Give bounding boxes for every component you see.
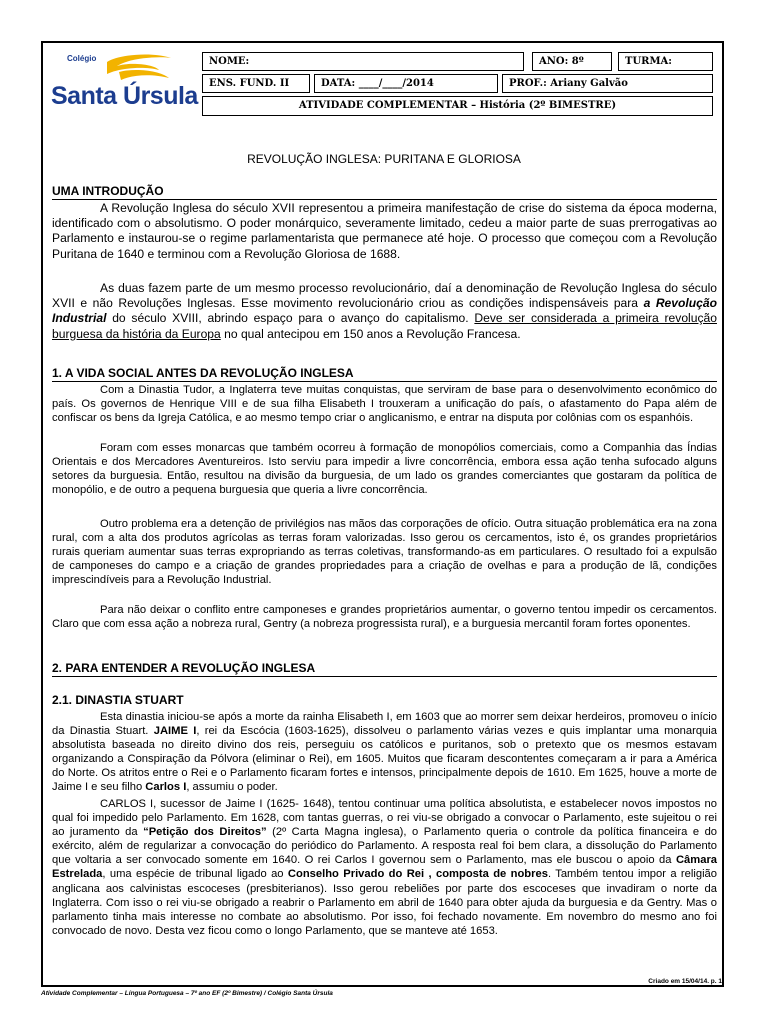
turma-field[interactable]: TURMA: [618, 52, 713, 71]
section-1-paragraph-4: Para não deixar o conflito entre camponeses e grandes proprietários aumentar, o governo tentou impedir os cercamentos. Claro que com essa ação a nobreza rural, Gentry (a nobreza progressista rural), e a burguesia mercantil foram fortes oponentes. [52, 604, 717, 631]
ens-field: ENS. FUND. II [202, 74, 310, 93]
document-title: REVOLUÇÃO INGLESA: PURITANA E GLORIOSA [247, 152, 521, 166]
section-1-paragraph-3: Outro problema era a detenção de privilégios nas mãos das corporações de ofício. Outra situação problemática era na zona rural, com a alta dos produtos agrícolas as terras foram valorizadas. Isso gerou os cercamentos, isto é, os grandes proprietários rurais queriam aumentar suas terras expropriando as terras coletivas, transformando-as em particulares. O resultado foi a expulsão de camponeses do campo e a criação de grandes propriedades para a criação de ovelhas e para a produção de lã, condições imprescindíveis para a Revolução Industrial. [52, 518, 717, 587]
ano-field: ANO: 8º [532, 52, 612, 71]
logo-top-text: Colégio [67, 54, 97, 63]
footer-text: Atividade Complementar – Língua Portuguesa – 7º ano EF (2º Bimestre) / Colégio Santa Úrsula [41, 990, 333, 997]
section-1-paragraph-2: Foram com esses monarcas que também ocorreu à formação de monopólios comerciais, como a Companhia das Índias Orientais e dos Mercadores Aventureiros. Isto serviu para impedir a livre concorrência, embora essa ação tenha sufocado alguns setores da burguesia. Então, resultou na divisão da burguesia, de um lado os grandes comerciantes que gostaram da política de monopólio, e de outro a pequena burguesia que queria a livre concorrência. [52, 442, 717, 497]
section-1-heading: 1. A VIDA SOCIAL ANTES DA REVOLUÇÃO INGLESA [52, 366, 717, 382]
activity-title: ATIVIDADE COMPLEMENTAR – História (2º BIMESTRE) [202, 96, 713, 116]
intro-heading: UMA INTRODUÇÃO [52, 184, 717, 200]
section-2-1-paragraph-1: Esta dinastia iniciou-se após a morte da rainha Elisabeth I, em 1603 que ao morrer sem deixar herdeiros, promoveu o início da Dinastia Stuart. JAIME I, rei da Escócia (1603-1625), dissolveu o parlamento várias vezes e quis implantar uma monarquia absolutista baseada no direito divino dos reis, perseguiu os católicos e puritanos, sob o pretexto que os mesmos estavam organizando a Conspiração da Pólvora (eliminar o Rei), em 1605. Muitos que ficaram descontentes começaram a ir para a América do Norte. Os atritos entre o Rei e o Parlamento ficaram fortes e intensos, principalmente depois de 1610. Em 1625, houve a morte de Jaime I e seu filho Carlos I, assumiu o poder. [52, 711, 717, 794]
nome-field[interactable]: NOME: [202, 52, 524, 71]
school-logo [49, 52, 199, 118]
prof-field: PROF.: Ariany Galvão [502, 74, 713, 93]
data-field[interactable]: DATA: ____/____/2014 [314, 74, 498, 93]
intro-paragraph-1: A Revolução Inglesa do século XVII representou a primeira manifestação de crise do sistema da época moderna, identificado com o absolutismo. O poder monárquico, severamente limitado, cedeu a maior parte de suas prerrogativas ao Parlamento e instaurou-se o regime parlamentarista que permanece até hoje. O processo que começou com a Revolução Puritana de 1640 e terminou com a Revolução Gloriosa de 1688. [52, 201, 717, 261]
logo-name-text: Santa Úrsula [51, 82, 198, 110]
logo-swoosh-icon [99, 52, 179, 86]
creation-date: Criado em 15/04/14. p. 1 [648, 978, 722, 985]
section-2-1-paragraph-2: CARLOS I, sucessor de Jaime I (1625- 1648), tentou continuar uma política absolutista, e estabelecer novos impostos no qual foi impedido pelo Parlamento. Em 1628, com tantas guerras, o rei viu-se obrigado a convocar o Parlamento, este sujeitou o rei ao juramento da “Petição dos Direitos” (2º Carta Magna inglesa), o Parlamento queria o controle da política financeira e do exército, além de regularizar a convocação do periódico do Parlamento. A resposta real foi bem clara, a dissolução do Parlamento que voltaria a ser convocado somente em 1640. O rei Carlos I governou sem o Parlamento, mas ele buscou o apoio da Câmara Estrelada, uma espécie de tribunal ligado ao Conselho Privado do Rei , composta de nobres. Também tentou impor a religião anglicana aos calvinistas escoceses (presbiterianos). Isso gerou rebeliões por parte dos escoceses que invadiram o norte da Inglaterra. Com isso o rei viu-se obrigado a reabrir o Parlamento em abril de 1640 para obter ajuda da burguesia e da Gentry. Mas o parlamento tinha mais interesse no combate ao absolutismo. Por isso, foi fechado novamente. Em novembro do mesmo ano foi convocado de novo. Desta vez ficou como o longo Parlamento, que se manteve até 1653. [52, 798, 718, 937]
section-2-1-heading: 2.1. DINASTIA STUART [52, 693, 184, 707]
section-2-heading: 2. PARA ENTENDER A REVOLUÇÃO INGLESA [52, 661, 717, 677]
section-1-paragraph-1: Com a Dinastia Tudor, a Inglaterra teve muitas conquistas, que serviram de base para o desenvolvimento econômico do país. Os governos de Henrique VIII e de sua filha Elisabeth I trouxeram a unificação do país, o afastamento do Papa além de confiscar os bens da Igreja Católica, e ao mesmo tempo criar o anglicanismo, e entrar na disputa por colônias com os espanhóis. [52, 384, 717, 425]
intro-paragraph-2: As duas fazem parte de um mesmo processo revolucionário, daí a denominação de Revolução Inglesa do século XVII e não Revoluções Inglesas. Esse movimento revolucionário criou as condições indispensáveis para a Revolução Industrial do século XVIII, abrindo espaço para o avanço do capitalismo. Deve ser considerada a primeira revolução burguesa da história da Europa no qual antecipou em 150 anos a Revolução Francesa. [52, 281, 717, 341]
